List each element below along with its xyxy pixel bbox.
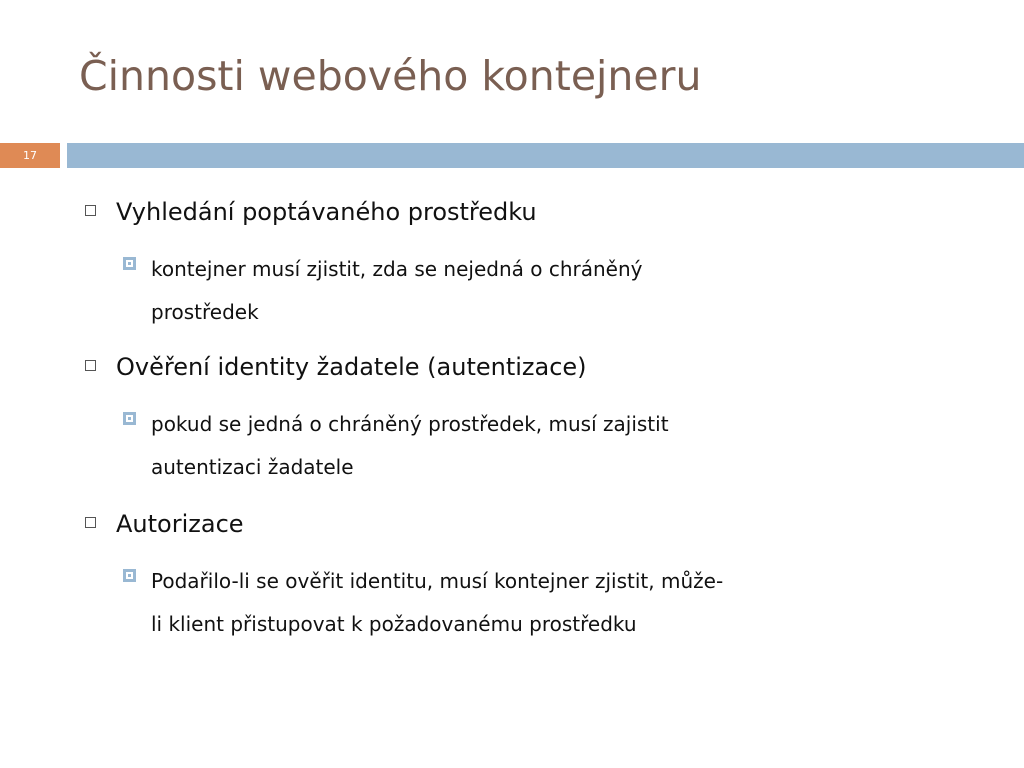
- square-sub-bullet-icon: [123, 569, 136, 582]
- sub-bullet-line: Podařilo-li se ověřit identitu, musí kontejner zjistit, může-: [151, 569, 724, 593]
- slide-title: Činnosti webového kontejneru: [79, 52, 702, 100]
- slide-number-badge: 17: [0, 143, 60, 168]
- bullet-text: Vyhledání poptávaného prostředku: [116, 198, 537, 226]
- hollow-square-bullet-icon: [85, 360, 96, 371]
- bullet-text: Ověření identity žadatele (autentizace): [116, 353, 587, 381]
- square-sub-bullet-icon: [123, 257, 136, 270]
- hollow-square-bullet-icon: [85, 517, 96, 528]
- sub-bullet-text: [151, 403, 981, 489]
- sub-bullet-text: [151, 560, 981, 646]
- sub-bullet-line: autentizaci žadatele: [151, 455, 354, 479]
- square-sub-bullet-icon: [123, 412, 136, 425]
- hollow-square-bullet-icon: [85, 205, 96, 216]
- sub-bullet-text: [151, 248, 981, 334]
- bullet-text: Autorizace: [116, 510, 244, 538]
- sub-bullet-line: pokud se jedná o chráněný prostředek, musí zajistit: [151, 412, 669, 436]
- sub-bullet-line: prostředek: [151, 300, 259, 324]
- sub-bullet-line: kontejner musí zjistit, zda se nejedná o chráněný: [151, 257, 643, 281]
- sub-bullet-line: li klient přistupovat k požadovanému prostředku: [151, 612, 637, 636]
